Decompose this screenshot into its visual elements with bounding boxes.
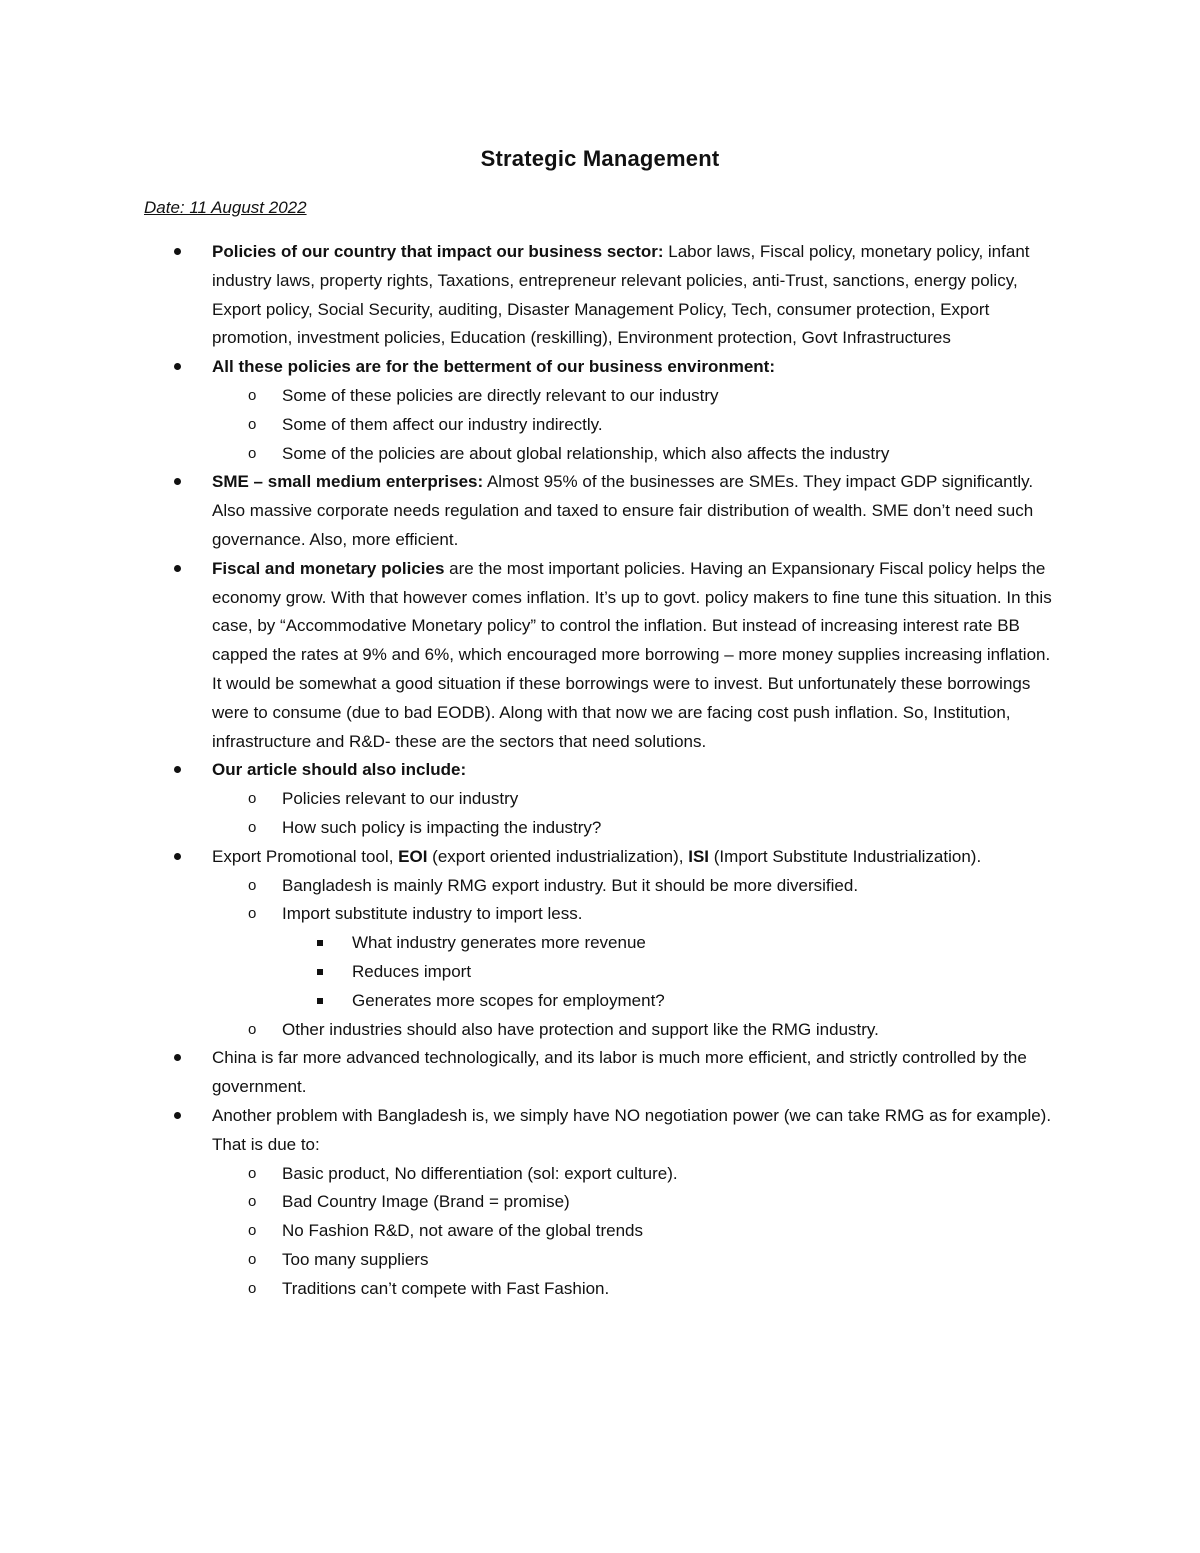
square-bullet-icon xyxy=(317,969,323,975)
sub-list-item: o Some of the policies are about global relationship, which also affects the industry xyxy=(282,440,1064,469)
circle-bullet-icon: o xyxy=(248,386,257,404)
sub-list xyxy=(212,382,1064,468)
list-item: Export Promotional tool, EOI (export oriented industrialization), ISI (Import Substitute Industrialization). o Bangladesh is mainly RMG export industry. But it should be more diversified. o Import substitute industry to import less. What industry generates more revenue Reduces import Generates more scopes for employment? o Other industries should also have protection and support like the RMG industry. xyxy=(0,843,1200,1045)
circle-bullet-icon: o xyxy=(248,818,257,836)
circle-bullet-icon: o xyxy=(248,905,257,923)
item-heading: All these policies are for the betterment of our business environment: xyxy=(212,357,776,377)
bullet-icon xyxy=(174,248,181,255)
circle-bullet-icon: o xyxy=(248,1193,257,1211)
bullet-icon xyxy=(174,565,181,572)
square-bullet-icon xyxy=(317,998,323,1004)
sub-list-item: o Some of them affect our industry indirectly. xyxy=(282,411,1064,440)
page-title: Strategic Management xyxy=(480,146,720,171)
document-body xyxy=(0,238,1200,1303)
list-item xyxy=(0,555,1200,757)
list-item xyxy=(0,1044,1200,1102)
item-heading: SME – small medium enterprises: xyxy=(212,472,484,492)
circle-bullet-icon: o xyxy=(248,790,257,808)
circle-bullet-icon: o xyxy=(248,1250,257,1268)
sub-list xyxy=(212,872,1064,1045)
bullet-list xyxy=(0,238,1200,1303)
sub-list-item: o Too many suppliers xyxy=(282,1246,1064,1275)
circle-bullet-icon: o xyxy=(248,1164,257,1182)
sub-list-item: o Some of these policies are directly relevant to our industry xyxy=(282,382,1064,411)
sub-list-item: o Import substitute industry to import less. What industry generates more revenue Reduces import Generates more scopes for employment? xyxy=(282,900,1064,1015)
item-text: Almost 95% of the businesses are SMEs. They impact GDP significantly. Also massive corporate needs regulation and taxed to ensure fair distribution of wealth. SME don’t need such governance. Also, more efficient. xyxy=(212,472,1034,549)
circle-bullet-icon: o xyxy=(248,444,257,462)
item-text: Labor laws, Fiscal policy, monetary policy, infant industry laws, property rights, Taxations, entrepreneur relevant policies, anti-Trust, sanctions, energy policy, Export policy, Social Security, auditing, Disaster Management Policy, Tech, consumer protection, Export promotion, investment policies, Education (reskilling), Environment protection, Govt Infrastructures xyxy=(212,242,1030,348)
sub-list-item: o No Fashion R&D, not aware of the global trends xyxy=(282,1217,1064,1246)
eoi-term: EOI xyxy=(398,846,428,866)
list-item xyxy=(0,756,1200,842)
isi-term: ISI xyxy=(688,846,710,866)
sub-sub-list-item: Generates more scopes for employment? xyxy=(352,987,1064,1016)
sub-list-item: o Policies relevant to our industry xyxy=(282,785,1064,814)
list-item xyxy=(0,1102,1200,1304)
list-item xyxy=(0,468,1200,554)
sub-list-item: o Bad Country Image (Brand = promise) xyxy=(282,1188,1064,1217)
item-text: China is far more advanced technologically, and its labor is much more efficient, and strictly controlled by the government. xyxy=(212,1048,1027,1097)
sub-list xyxy=(212,785,1064,843)
circle-bullet-icon: o xyxy=(248,1020,257,1038)
bullet-icon xyxy=(174,478,181,485)
sub-list-item: o Bangladesh is mainly RMG export industry. But it should be more diversified. xyxy=(282,872,1064,901)
sub-sub-list-item: Reduces import xyxy=(352,958,1064,987)
item-heading: Our article should also include: xyxy=(212,760,467,780)
bullet-icon xyxy=(174,853,181,860)
list-item xyxy=(0,353,1200,468)
bullet-icon xyxy=(174,363,181,370)
document-date: Date: 11 August 2022 xyxy=(144,198,307,217)
item-heading: Fiscal and monetary policies xyxy=(212,558,445,578)
circle-bullet-icon: o xyxy=(248,415,257,433)
circle-bullet-icon: o xyxy=(248,1222,257,1240)
sub-list-item: o Basic product, No differentiation (sol: export culture). xyxy=(282,1160,1064,1189)
list-item xyxy=(0,238,1200,353)
sub-list-item: o Other industries should also have protection and support like the RMG industry. xyxy=(282,1016,1064,1045)
sub-list-item: o Traditions can’t compete with Fast Fashion. xyxy=(282,1275,1064,1304)
item-text: Another problem with Bangladesh is, we simply have NO negotiation power (we can take RMG as for example). That is due to: xyxy=(212,1105,1052,1154)
sub-list xyxy=(212,1160,1064,1304)
item-text: are the most important policies. Having an Expansionary Fiscal policy helps the economy grow. With that however comes inflation. It’s up to govt. policy makers to fine tune this situation. In this case, by “Accommodative Monetary policy” to control the inflation. But instead of increasing interest rate BB capped the rates at 9% and 6%, which encouraged more borrowing – more money supplies increasing inflation. It would be somewhat a good situation if these borrowings were to invest. But unfortunately these borrowings were to consume (due to bad EODB). Along with that now we are facing cost push inflation. So, Institution, infrastructure and R&D- these are the sectors that need solutions. xyxy=(212,558,1052,751)
bullet-icon xyxy=(174,1054,181,1061)
bullet-icon xyxy=(174,1112,181,1119)
sub-sub-list-item: What industry generates more revenue xyxy=(352,929,1064,958)
circle-bullet-icon: o xyxy=(248,876,257,894)
circle-bullet-icon: o xyxy=(248,1279,257,1297)
bullet-icon xyxy=(174,766,181,773)
square-bullet-icon xyxy=(317,940,323,946)
sub-sub-list xyxy=(282,929,1064,1015)
item-heading: Policies of our country that impact our business sector: xyxy=(212,242,664,261)
sub-list-item: o How such policy is impacting the industry? xyxy=(282,814,1064,843)
